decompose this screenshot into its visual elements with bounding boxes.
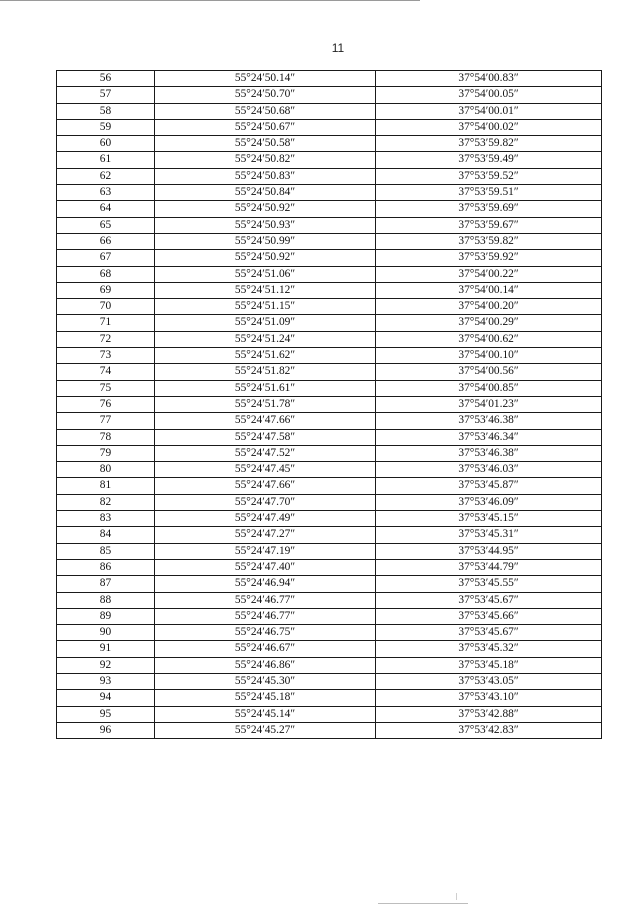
longitude-cell: 37°54′00.85″ [376,380,602,396]
top-rule [0,0,420,1]
longitude-cell: 37°53′42.83″ [376,722,602,738]
point-number-cell: 79 [57,445,155,461]
point-number-cell: 92 [57,657,155,673]
latitude-cell: 55°24′47.19″ [155,543,376,559]
longitude-cell: 37°53′42.88″ [376,706,602,722]
longitude-cell: 37°54′00.10″ [376,348,602,364]
latitude-cell: 55°24′50.67″ [155,119,376,135]
point-number-cell: 57 [57,87,155,103]
latitude-cell: 55°24′45.18″ [155,690,376,706]
longitude-cell: 37°53′43.10″ [376,690,602,706]
table-row [57,559,602,575]
table-row [57,641,602,657]
table-row [57,543,602,559]
table-row [57,673,602,689]
table-row [57,185,602,201]
longitude-cell: 37°53′43.05″ [376,673,602,689]
latitude-cell: 55°24′45.14″ [155,706,376,722]
point-number-cell: 56 [57,71,155,87]
table-row [57,103,602,119]
table-row [57,445,602,461]
point-number-cell: 95 [57,706,155,722]
point-number-cell: 91 [57,641,155,657]
latitude-cell: 55°24′47.52″ [155,445,376,461]
table-row [57,119,602,135]
latitude-cell: 55°24′46.67″ [155,641,376,657]
table-row [57,380,602,396]
latitude-cell: 55°24′47.27″ [155,527,376,543]
point-number-cell: 96 [57,722,155,738]
latitude-cell: 55°24′51.78″ [155,396,376,412]
latitude-cell: 55°24′51.06″ [155,266,376,282]
longitude-cell: 37°53′44.79″ [376,559,602,575]
table-row [57,217,602,233]
longitude-cell: 37°53′59.52″ [376,168,602,184]
longitude-cell: 37°53′45.15″ [376,511,602,527]
longitude-cell: 37°53′45.66″ [376,608,602,624]
latitude-cell: 55°24′46.77″ [155,592,376,608]
latitude-cell: 55°24′47.49″ [155,511,376,527]
longitude-cell: 37°53′59.92″ [376,250,602,266]
point-number-cell: 83 [57,511,155,527]
latitude-cell: 55°24′46.75″ [155,625,376,641]
table-row [57,299,602,315]
latitude-cell: 55°24′51.61″ [155,380,376,396]
longitude-cell: 37°53′46.34″ [376,429,602,445]
latitude-cell: 55°24′51.24″ [155,331,376,347]
latitude-cell: 55°24′47.45″ [155,462,376,478]
longitude-cell: 37°54′00.02″ [376,119,602,135]
longitude-cell: 37°53′59.82″ [376,136,602,152]
point-number-cell: 67 [57,250,155,266]
latitude-cell: 55°24′46.86″ [155,657,376,673]
point-number-cell: 60 [57,136,155,152]
table-row [57,136,602,152]
longitude-cell: 37°54′00.20″ [376,299,602,315]
latitude-cell: 55°24′50.92″ [155,250,376,266]
point-number-cell: 74 [57,364,155,380]
longitude-cell: 37°53′45.67″ [376,625,602,641]
latitude-cell: 55°24′50.68″ [155,103,376,119]
table-row [57,722,602,738]
longitude-cell: 37°53′46.09″ [376,494,602,510]
table-row [57,478,602,494]
point-number-cell: 85 [57,543,155,559]
longitude-cell: 37°53′59.67″ [376,217,602,233]
latitude-cell: 55°24′47.58″ [155,429,376,445]
point-number-cell: 69 [57,282,155,298]
table-row [57,348,602,364]
coordinates-table [56,70,602,739]
point-number-cell: 86 [57,559,155,575]
longitude-cell: 37°54′01.23″ [376,396,602,412]
point-number-cell: 93 [57,673,155,689]
latitude-cell: 55°24′51.09″ [155,315,376,331]
longitude-cell: 37°53′45.18″ [376,657,602,673]
table-row [57,168,602,184]
page-number: 11 [331,41,345,55]
point-number-cell: 88 [57,592,155,608]
latitude-cell: 55°24′50.70″ [155,87,376,103]
table-row [57,657,602,673]
latitude-cell: 55°24′47.66″ [155,413,376,429]
point-number-cell: 73 [57,348,155,364]
table-row [57,396,602,412]
table-row [57,494,602,510]
longitude-cell: 37°53′59.51″ [376,185,602,201]
latitude-cell: 55°24′51.15″ [155,299,376,315]
longitude-cell: 37°53′46.38″ [376,445,602,461]
latitude-cell: 55°24′46.94″ [155,576,376,592]
longitude-cell: 37°53′45.55″ [376,576,602,592]
point-number-cell: 77 [57,413,155,429]
table-row [57,315,602,331]
point-number-cell: 58 [57,103,155,119]
point-number-cell: 76 [57,396,155,412]
longitude-cell: 37°54′00.22″ [376,266,602,282]
footer-rule [378,903,468,904]
latitude-cell: 55°24′46.77″ [155,608,376,624]
table-row [57,608,602,624]
point-number-cell: 81 [57,478,155,494]
table-row [57,152,602,168]
table-row [57,71,602,87]
point-number-cell: 62 [57,168,155,184]
latitude-cell: 55°24′50.83″ [155,168,376,184]
table-row [57,511,602,527]
latitude-cell: 55°24′50.14″ [155,71,376,87]
latitude-cell: 55°24′47.40″ [155,559,376,575]
point-number-cell: 66 [57,233,155,249]
coordinates-table-body [57,71,602,739]
longitude-cell: 37°53′45.87″ [376,478,602,494]
point-number-cell: 84 [57,527,155,543]
latitude-cell: 55°24′45.27″ [155,722,376,738]
latitude-cell: 55°24′45.30″ [155,673,376,689]
latitude-cell: 55°24′50.84″ [155,185,376,201]
longitude-cell: 37°53′59.49″ [376,152,602,168]
point-number-cell: 64 [57,201,155,217]
point-number-cell: 80 [57,462,155,478]
longitude-cell: 37°54′00.29″ [376,315,602,331]
table-row [57,331,602,347]
point-number-cell: 90 [57,625,155,641]
scan-mark [456,893,457,900]
point-number-cell: 68 [57,266,155,282]
point-number-cell: 65 [57,217,155,233]
table-row [57,413,602,429]
longitude-cell: 37°53′45.32″ [376,641,602,657]
longitude-cell: 37°54′00.56″ [376,364,602,380]
longitude-cell: 37°54′00.14″ [376,282,602,298]
longitude-cell: 37°53′46.03″ [376,462,602,478]
latitude-cell: 55°24′50.92″ [155,201,376,217]
table-row [57,201,602,217]
latitude-cell: 55°24′51.82″ [155,364,376,380]
table-row [57,87,602,103]
point-number-cell: 75 [57,380,155,396]
longitude-cell: 37°54′00.83″ [376,71,602,87]
table-row [57,233,602,249]
longitude-cell: 37°53′45.67″ [376,592,602,608]
latitude-cell: 55°24′47.70″ [155,494,376,510]
latitude-cell: 55°24′50.82″ [155,152,376,168]
point-number-cell: 94 [57,690,155,706]
latitude-cell: 55°24′50.93″ [155,217,376,233]
table-row [57,592,602,608]
table-row [57,706,602,722]
point-number-cell: 89 [57,608,155,624]
table-row [57,527,602,543]
longitude-cell: 37°53′45.31″ [376,527,602,543]
latitude-cell: 55°24′51.62″ [155,348,376,364]
table-row [57,266,602,282]
point-number-cell: 87 [57,576,155,592]
longitude-cell: 37°54′00.01″ [376,103,602,119]
table-row [57,429,602,445]
longitude-cell: 37°53′44.95″ [376,543,602,559]
point-number-cell: 78 [57,429,155,445]
table-row [57,250,602,266]
longitude-cell: 37°53′46.38″ [376,413,602,429]
table-row [57,462,602,478]
latitude-cell: 55°24′50.99″ [155,233,376,249]
table-row [57,364,602,380]
point-number-cell: 61 [57,152,155,168]
point-number-cell: 82 [57,494,155,510]
latitude-cell: 55°24′47.66″ [155,478,376,494]
table-row [57,576,602,592]
table-row [57,690,602,706]
point-number-cell: 63 [57,185,155,201]
point-number-cell: 59 [57,119,155,135]
table-row [57,625,602,641]
longitude-cell: 37°53′59.82″ [376,233,602,249]
point-number-cell: 70 [57,299,155,315]
longitude-cell: 37°54′00.62″ [376,331,602,347]
point-number-cell: 72 [57,331,155,347]
point-number-cell: 71 [57,315,155,331]
longitude-cell: 37°54′00.05″ [376,87,602,103]
longitude-cell: 37°53′59.69″ [376,201,602,217]
latitude-cell: 55°24′51.12″ [155,282,376,298]
latitude-cell: 55°24′50.58″ [155,136,376,152]
table-row [57,282,602,298]
